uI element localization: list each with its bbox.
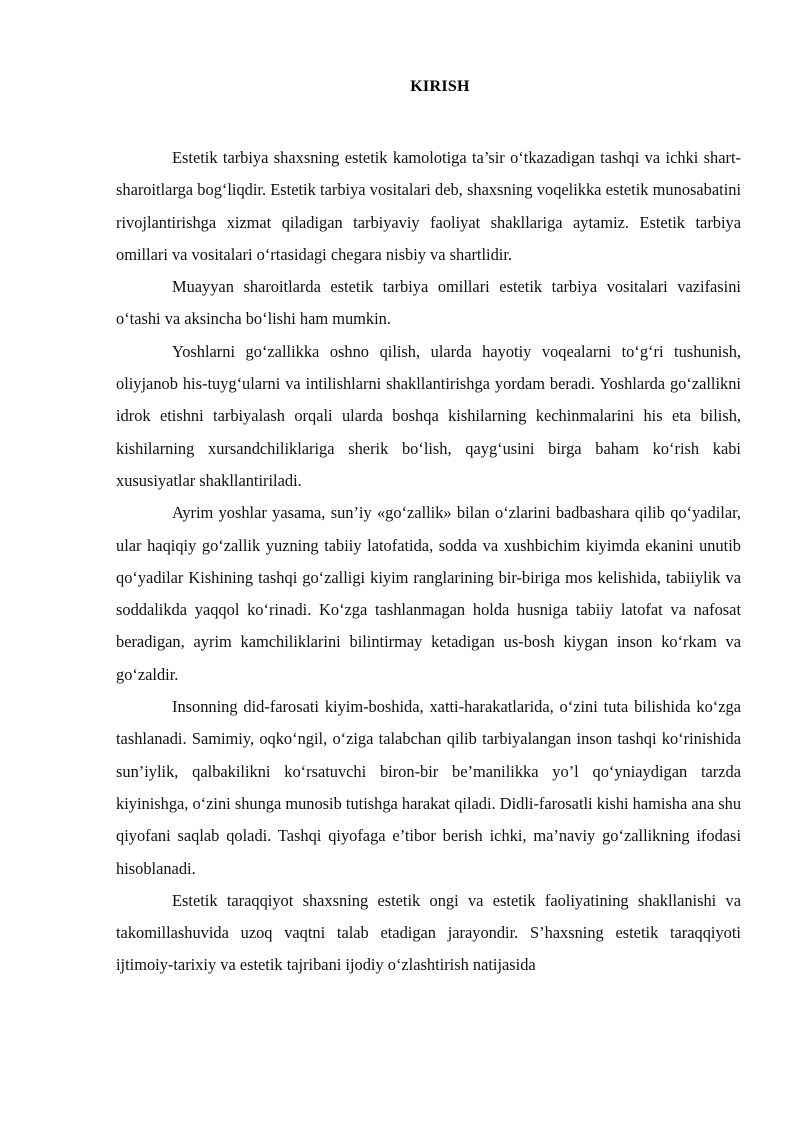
paragraph: Yoshlarni go‘zallikka oshno qilish, ularda hayotiy voqealarni to‘g‘ri tushunish, oliyjanob his-tuyg‘ularni va intilishlarni shakllantirishga yordam beradi. Yoshlarda go‘zallikni idrok etishni tarbiyalash orqali ularda boshqa kishilarning kechinmalarini his eta bilish, kishilarning xursandchiliklariga sherik bo‘lish, qayg‘usini birga baham ko‘rish kabi xususiyatlar shakllantiriladi. [116,341,741,490]
paragraph: Ayrim yoshlar yasama, sun’iy «go‘zallik» bilan o‘zlarini badbashara qilib qo‘yadilar, ular haqiqiy go‘zallik yuzning tabiiy latofatida, sodda va xushbichim kiyimda ekanini unutib qo‘yadilar Kishining tashqi go‘zalligi kiyim ranglarining bir-biriga mos kelishida, tabiiylik va soddalikda yaqqol ko‘rinadi. Ko‘zga tashlanmagan holda husniga tabiiy latofat va nafosat beradigan, ayrim kamchiliklarini bilintirmay ketadigan us-bosh kiygan inson ko‘rkam va go‘zaldir. [116,503,741,684]
paragraph: Muayyan sharoitlarda estetik tarbiya omillari estetik tarbiya vositalari vazifasini o‘tashi va aksincha bo‘lishi ham mumkin. [116,277,741,329]
paragraph: Insonning did-farosati kiyim-boshida, xatti-harakatlarida, o‘zini tuta bilishida ko‘zga tashlanadi. Samimiy, oqko‘ngil, o‘ziga talabchan qilib tarbiyalangan inson tashqi ko‘rinishida sun’iylik, qalbakilikni ko‘rsatuvchi biron-bir be’manilikka yo’l qo‘yniaydigan tarzda kiyinishga, o‘zini shunga munosib tutishga harakat qiladi. Didli-farosatli kishi hamisha ana shu qiyofani saqlab qoladi. Tashqi qiyofaga e’tibor berish ichki, ma’naviy go‘zallikning ifodasi hisoblanadi. [116,697,742,878]
document-body [116,142,741,982]
paragraph: Estetik tarbiya shaxsning estetik kamolotiga ta’sir o‘tkazadigan tashqi va ichki shart-sharoitlarga bog‘liqdir. Estetik tarbiya vositalari deb, shaxsning voqelikka estetik munosabatini rivojlantirishga xizmat qiladigan tarbiyaviy faoliyat shakllariga aytamiz. Estetik tarbiya omillari va vositalari o‘rtasidagi chegara nisbiy va shartlidir. [116,148,741,264]
paragraph: Estetik taraqqiyot shaxsning estetik ongi va estetik faoliyatining shakllanishi va takomillashuvida uzoq vaqtni talab etadigan jarayondir. S’haxsning estetik taraqqiyoti ijtimoiy-tarixiy va estetik tajribani ijodiy o‘zlashtirish natijasida [116,890,741,975]
page-title: KIRISH [410,78,470,95]
